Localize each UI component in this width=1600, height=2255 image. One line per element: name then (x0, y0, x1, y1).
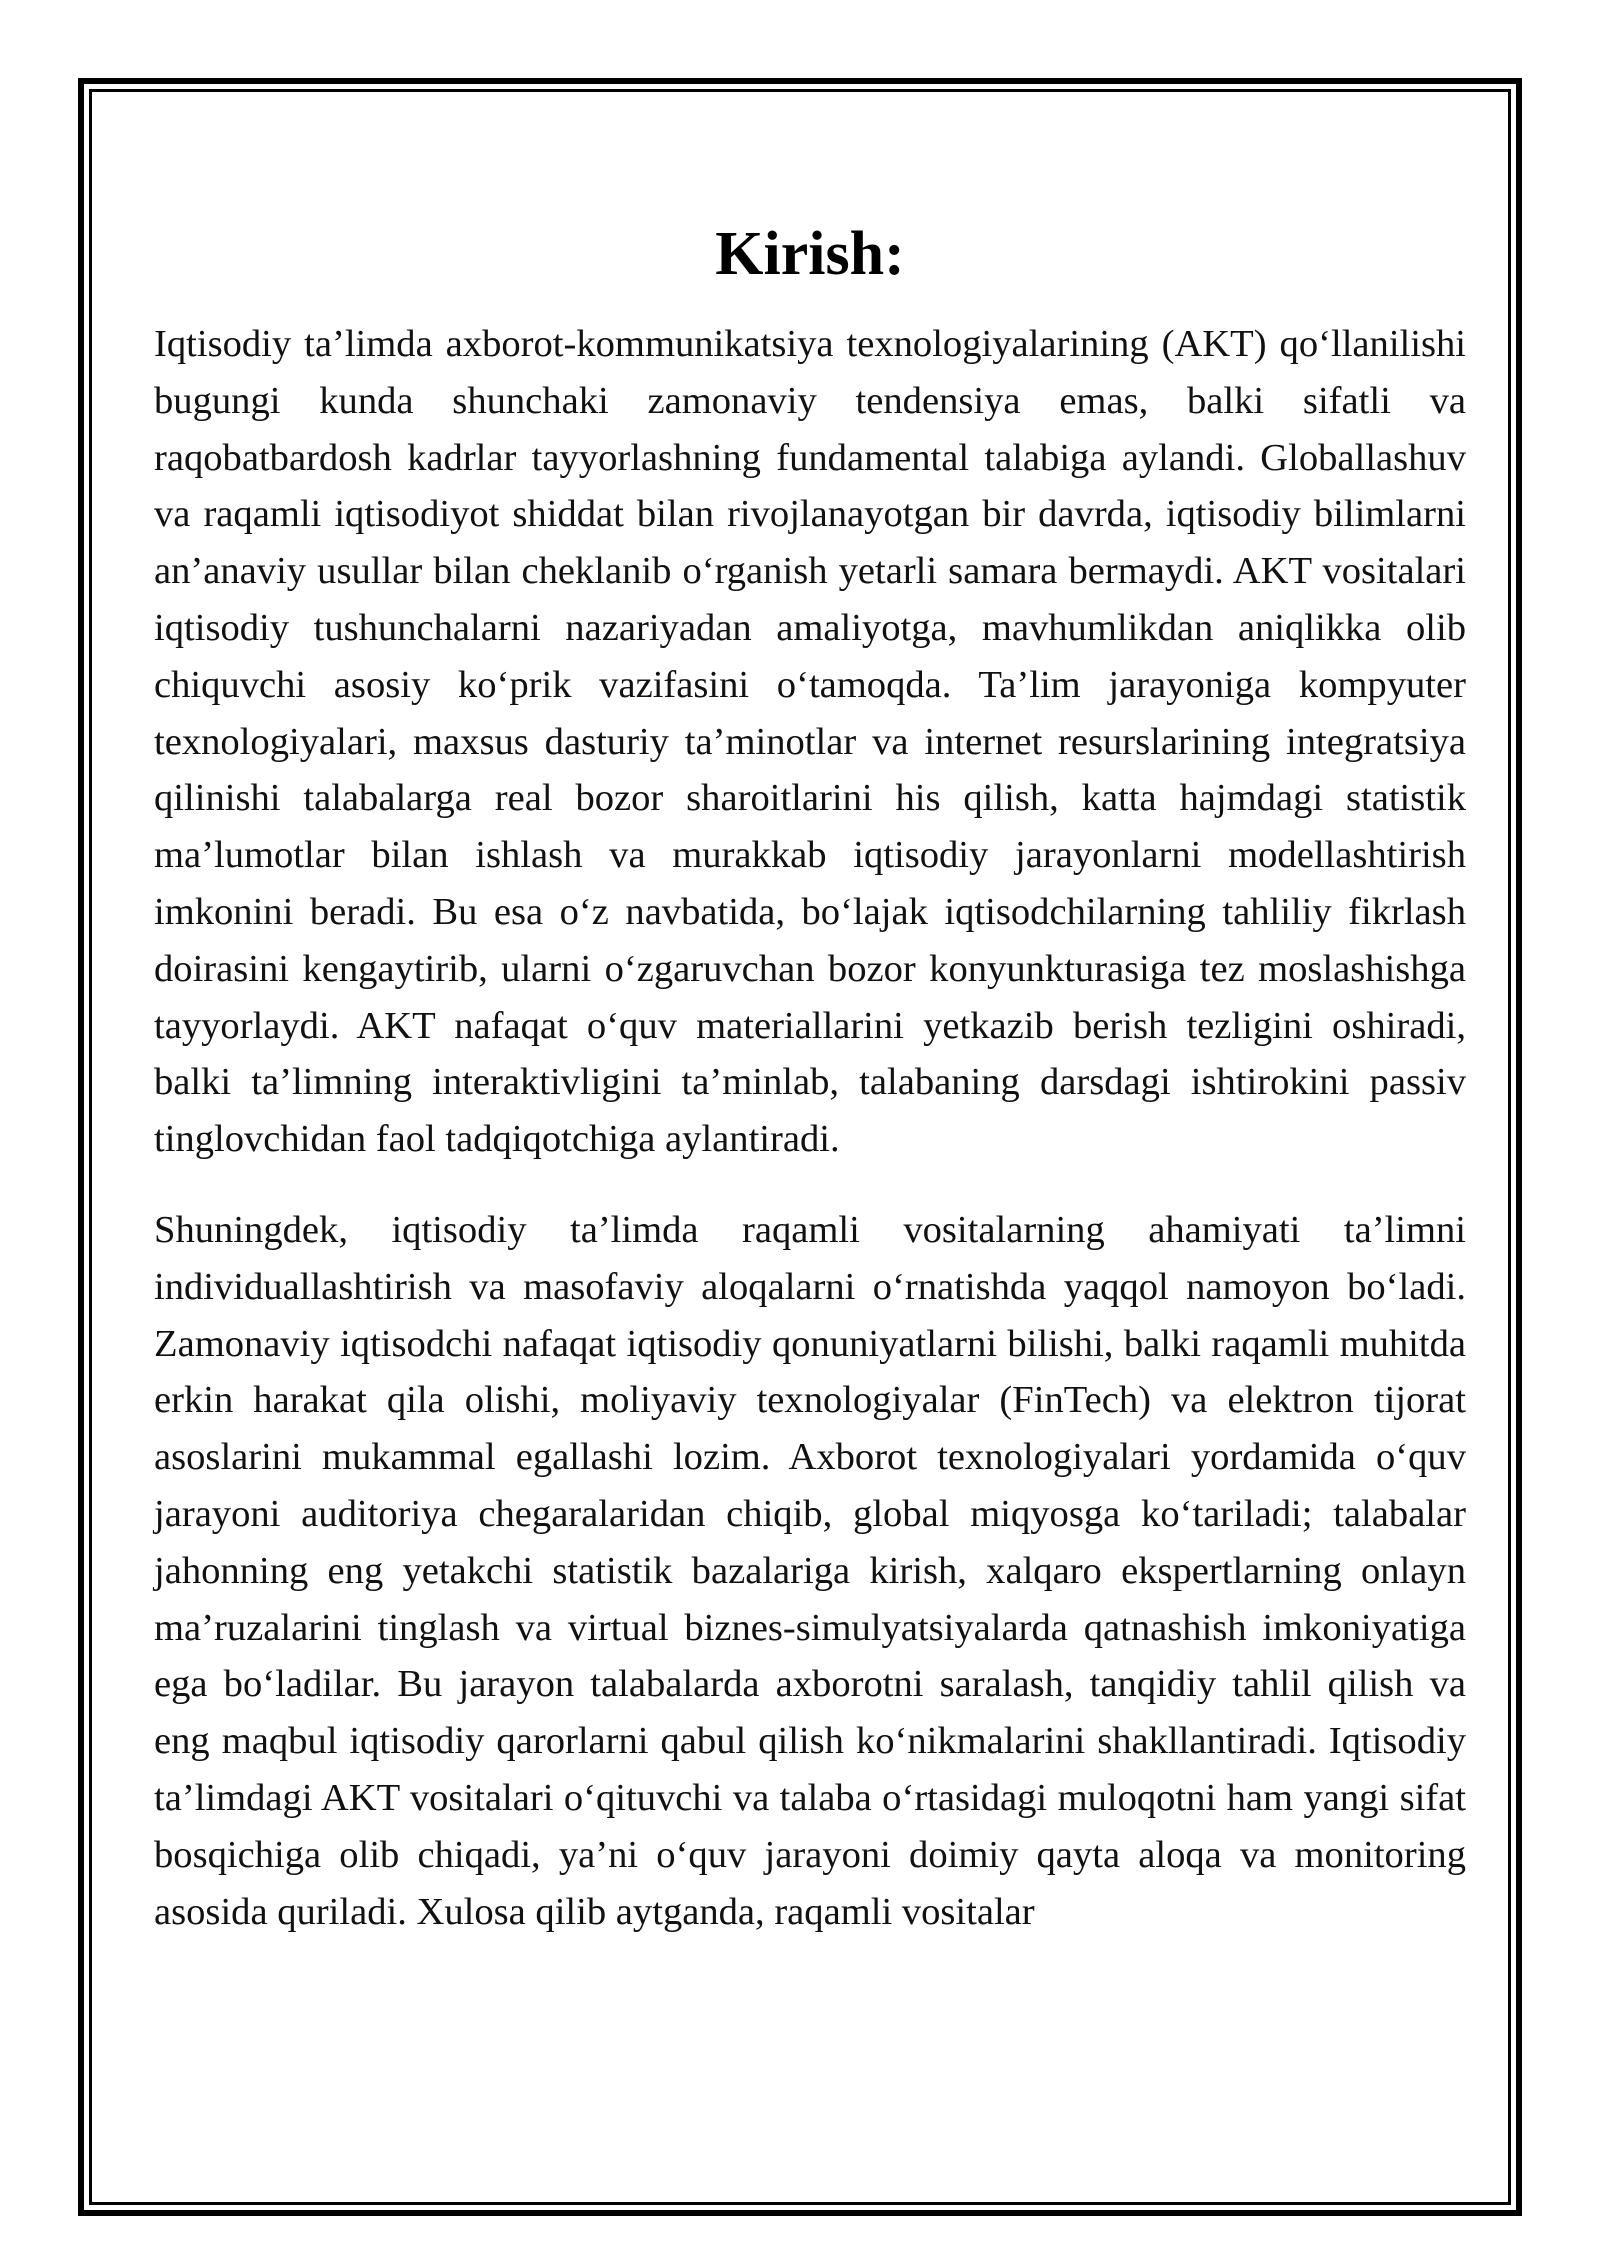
paragraph-1: Iqtisodiy ta’limda axborot-kommunikatsiya texnologiyalarining (AKT) qo‘llanilishi bugungi kunda shunchaki zamonaviy tendensiya emas, balki sifatli va raqobatbardosh kadrlar tayyorlashning fundamental talabiga aylandi. Globallashuv va raqamli iqtisodiyot shiddat bilan rivojlanayotgan bir davrda, iqtisodiy bilimlarni an’anaviy usullar bilan cheklanib o‘rganish yetarli samara bermaydi. AKT vositalari iqtisodiy tushunchalarni nazariyadan amaliyotga, mavhumlikdan aniqlikka olib chiquvchi asosiy ko‘prik vazifasini o‘tamoqda. Ta’lim jarayoniga kompyuter texnologiyalari, maxsus dasturiy ta’minotlar va internet resurslarining integratsiya qilinishi talabalarga real bozor sharoitlarini his qilish, katta hajmdagi statistik ma’lumotlar bilan ishlash va murakkab iqtisodiy jarayonlarni modellashtirish imkonini beradi. Bu esa o‘z navbatida, bo‘lajak iqtisodchilarning tahliliy fikrlash doirasini kengaytirib, ularni o‘zgaruvchan bozor konyunkturasiga tez moslashishga tayyorlaydi. AKT nafaqat o‘quv materiallarini yetkazib berish tezligini oshiradi, balki ta’limning interaktivligini ta’minlab, talabaning darsdagi ishtirokini passiv tinglovchidan faol tadqiqotchiga aylantiradi. (154, 323, 1466, 1161)
paragraph-2: Shuningdek, iqtisodiy ta’limda raqamli vositalarning ahamiyati ta’limni individuallashtirish va masofaviy aloqalarni o‘rnatishda yaqqol namoyon bo‘ladi. Zamonaviy iqtisodchi nafaqat iqtisodiy qonuniyatlarni bilishi, balki raqamli muhitda erkin harakat qila olishi, moliyaviy texnologiyalar (FinTech) va elektron tijorat asoslarini mukammal egallashi lozim. Axborot texnologiyalari yordamida o‘quv jarayoni auditoriya chegaralaridan chiqib, global miqyosga ko‘tariladi; talabalar jahonning eng yetakchi statistik bazalariga kirish, xalqaro ekspertlarning onlayn ma’ruzalarini tinglash va virtual biznes-simulyatsiyalarda qatnashish imkoniyatiga ega bo‘ladilar. Bu jarayon talabalarda axborotni saralash, tanqidiy tahlil qilish va eng maqbul iqtisodiy qarorlarni qabul qilish ko‘nikmalarini shakllantiradi. Iqtisodiy ta’limdagi AKT vositalari o‘qituvchi va talaba o‘rtasidagi muloqotni ham yangi sifat bosqichiga olib chiqadi, ya’ni o‘quv jarayoni doimiy qayta aloqa va monitoring asosida quriladi. Xulosa qilib aytganda, raqamli vositalar (154, 1208, 1466, 1933)
document-body (154, 214, 1466, 1974)
page-border (78, 78, 1522, 2216)
page-border-inner (89, 89, 1511, 2205)
page-title: Kirish: (715, 220, 905, 288)
